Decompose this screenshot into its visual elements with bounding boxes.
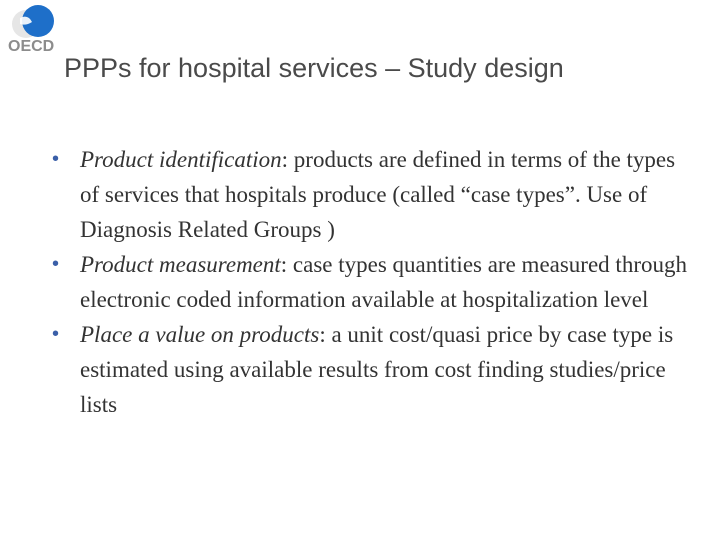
bullet-term: Product measurement	[80, 252, 281, 277]
bullet-point-icon: •	[52, 323, 60, 345]
oecd-logo	[6, 4, 60, 56]
bullet-place-value	[50, 317, 690, 422]
slide-title: PPPs for hospital services – Study design	[64, 53, 564, 83]
bullet-text: : products are defined in terms of the types of services that hospitals produce (called “case types”. Use of Diagnosis Related Groups )	[80, 147, 676, 242]
bullet-term: Product identification	[80, 147, 282, 172]
bullet-point-icon: •	[52, 148, 60, 170]
bullet-term: Place a value on products	[80, 322, 320, 347]
bullet-point-icon: •	[52, 253, 60, 275]
oecd-globe-icon	[6, 4, 60, 40]
bullet-product-identification	[50, 142, 690, 247]
bullet-list	[50, 142, 690, 422]
bullet-product-measurement	[50, 247, 690, 317]
bullet-text: : a unit cost/quasi price by case type is estimated using available results from cost finding studies/price lists	[80, 322, 674, 417]
oecd-logo-text: OECD	[8, 38, 55, 55]
bullet-text: : case types quantities are measured through electronic coded information available at hospitalization level	[80, 252, 687, 312]
